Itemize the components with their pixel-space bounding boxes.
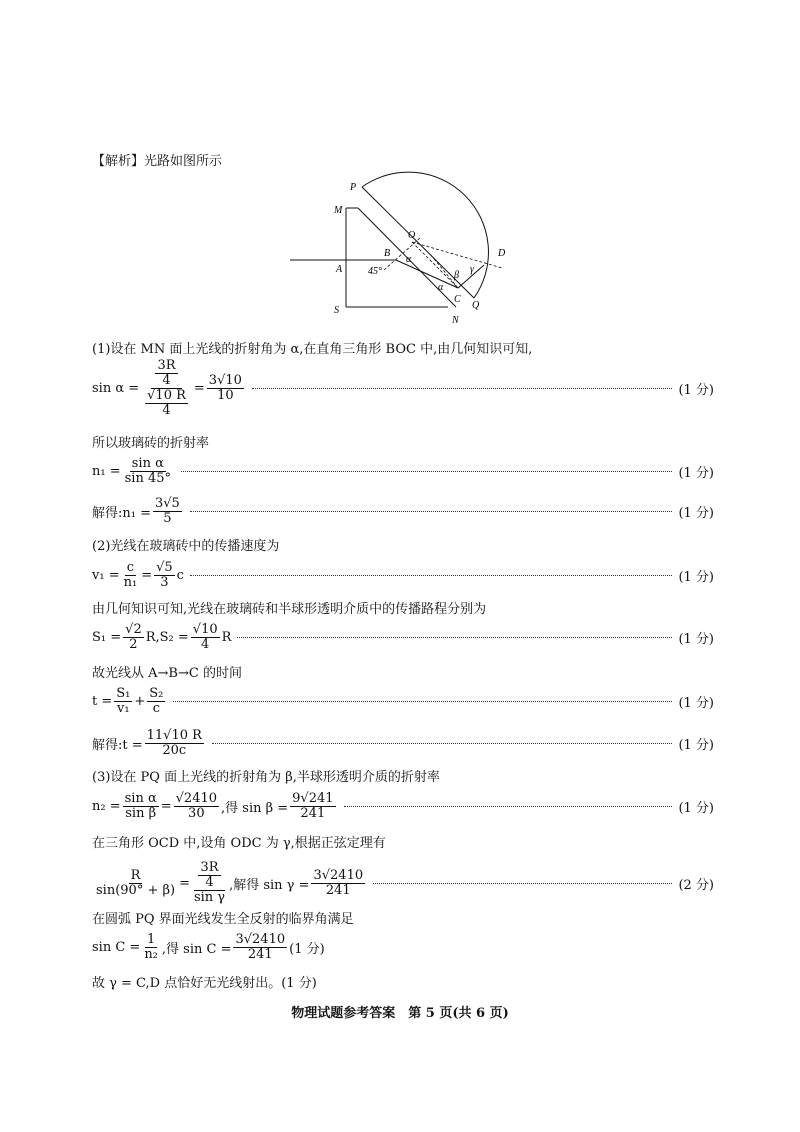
label-p: P — [350, 182, 357, 193]
semicircle-arc — [362, 172, 488, 298]
radius-oc — [412, 242, 458, 288]
p2-text3: 故光线从 A→B→C 的时间 — [92, 666, 242, 681]
label-b: B — [384, 248, 391, 259]
p2-text2: 由几何知识可知,光线在玻璃砖和半球形透明介质中的传播路程分别为 — [92, 602, 487, 617]
face-pq — [362, 187, 474, 298]
p2-eq-s: S₁ = $\frac{√2}{2}$ R,S₂ = $\frac{√10}{4}$ R (1 分) — [92, 621, 714, 652]
solution-heading: 【解析】光路如图所示 — [92, 154, 223, 169]
p3-eq-critical: sin C = $\frac{1}{\text{n₂}}$ ,得 sin C = $\frac{3√2410}{241}$ (1 分) — [92, 931, 325, 962]
label-s: S — [334, 305, 339, 316]
label-gamma: γ — [470, 264, 474, 275]
label-n: N — [452, 315, 459, 326]
p3-conclusion: 故 γ = C,D 点恰好无光线射出。(1 分) — [92, 976, 317, 991]
p2-eq-t: t = $\frac{\text{S₁}}{\text{v₁}}$ + $\frac{\text{S₂}}{c}$ (1 分) — [92, 685, 714, 716]
p3-text3: 在圆弧 PQ 界面光线发生全反射的临界角满足 — [92, 912, 354, 927]
p3-intro: (3)设在 PQ 面上光线的折射角为 β,半球形透明介质的折射率 — [92, 770, 440, 785]
p3-eq-sine-law: $\frac{R}{\sin(90^\circ + \beta)}$ = $\frac{\frac{3R}{4}}{\text{sin γ}}$ ,解得 sin γ = $\frac{3√2410}{241}$ (2 分) — [96, 860, 714, 905]
p2-intro: (2)光线在玻璃砖中的传播速度为 — [92, 539, 280, 554]
p1-intro: (1)设在 MN 面上光线的折射角为 α,在直角三角形 BOC 中,由几何知识可知, — [92, 342, 533, 357]
p2-eq-t-result: 解得:t = $\frac{11√10 R}{20c}$ (1 分) — [92, 727, 714, 758]
optical-path-diagram — [280, 170, 520, 330]
label-a: A — [336, 264, 343, 275]
label-d: D — [498, 248, 506, 259]
p3-eq-n2: n₂ = $\frac{\text{sin α}}{\text{sin β}}$ = $\frac{√2410}{30}$ ,得 sin β = $\frac{9√241}{241}$ (1 分) — [92, 790, 714, 821]
p1-text2: 所以玻璃砖的折射率 — [92, 436, 210, 451]
p3-text2: 在三角形 OCD 中,设角 ODC 为 γ,根据正弦定理有 — [92, 836, 386, 851]
label-alpha: α — [406, 254, 412, 265]
label-q: Q — [472, 300, 480, 311]
p1-eq-sin-alpha: sin α = $\frac{\frac{3R}{4}}{\frac{√10 R}{4}}$ = $\frac{3√10}{10}$ (1 分) — [92, 357, 714, 418]
label-beta: β — [454, 270, 459, 281]
label-alpha2: α — [438, 282, 444, 293]
label-c: C — [454, 294, 461, 305]
page-footer: 物理试题参考答案 第 5 页(共 6 页) — [291, 1006, 509, 1021]
label-o: O — [408, 230, 416, 241]
label-45: 45° — [368, 266, 382, 277]
p2-eq-v1: v₁ = $\frac{c}{\text{n₁}}$ = $\frac{√5}{3}$ c (1 分) — [92, 559, 714, 590]
p1-eq-n1: n₁ = $\frac{\text{sin α}}{\sin 45^\circ}$ (1 分) — [92, 455, 714, 486]
label-m: M — [334, 205, 343, 216]
p1-eq-n1-result: 解得:n₁ = $\frac{3√5}{5}$ (1 分) — [92, 495, 714, 526]
